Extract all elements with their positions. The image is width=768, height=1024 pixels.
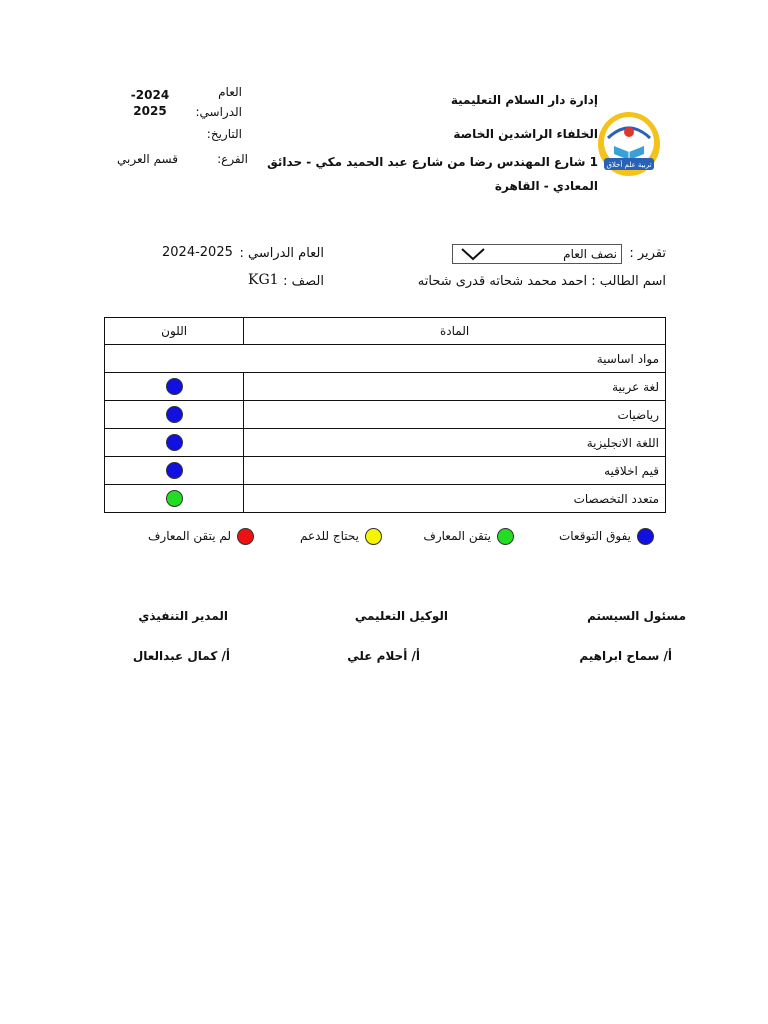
- date-label: التاريخ:: [206, 127, 242, 141]
- logo-text: تربية علم أخلاق: [606, 161, 652, 169]
- rating-cell: [105, 429, 244, 457]
- rating-dot: [166, 378, 183, 395]
- academic-year-value: -2024 2025: [130, 88, 170, 118]
- rating-dot: [166, 490, 183, 507]
- subject-cell: رياضيات: [244, 401, 666, 429]
- legend-item-exceeds: [559, 524, 654, 548]
- report-type-value: نصف العام: [563, 247, 617, 261]
- subject-cell: متعدد التخصصات: [244, 485, 666, 513]
- education-agent-title: الوكيل التعليمي: [354, 609, 448, 623]
- executive-director-name: أ/ كمال عبدالعال: [132, 649, 230, 663]
- rating-cell: [105, 373, 244, 401]
- report-type-select[interactable]: [452, 244, 622, 264]
- legend-dot: [637, 528, 654, 545]
- school-address: 1 شارع المهندس رضا من شارع عبد الحميد مكي - حدائق المعادي - القاهرة: [267, 155, 598, 193]
- report-year-label: العام الدراسي :: [239, 246, 324, 261]
- subject-cell: اللغة الانجليزية: [244, 429, 666, 457]
- legend-dot: [497, 528, 514, 545]
- student-name: اسم الطالب : احمد محمد شحاته قدرى شحاته: [417, 274, 666, 289]
- table-row: [105, 401, 666, 429]
- subject-cell: لغة عربية: [244, 373, 666, 401]
- legend-item-not-mastered: [148, 524, 254, 548]
- report-label: تقرير :: [629, 246, 666, 261]
- legend-dot: [365, 528, 382, 545]
- legend-label: يفوق التوقعات: [558, 529, 631, 543]
- rating-cell: [105, 457, 244, 485]
- table-row: [105, 429, 666, 457]
- rating-dot: [166, 462, 183, 479]
- section-row: [105, 345, 666, 373]
- org-name: إدارة دار السلام التعليمية: [450, 93, 598, 107]
- report-year-value: 2024-2025: [162, 245, 233, 260]
- table-row: [105, 485, 666, 513]
- rating-dot: [166, 406, 183, 423]
- executive-director-title: المدير التنفيذي: [138, 609, 228, 623]
- col-color-header: اللون: [105, 318, 244, 345]
- academic-year-label: العام الدراسي:: [195, 85, 242, 119]
- branch-label: الفرع:: [217, 152, 248, 166]
- table-header-row: [105, 318, 666, 345]
- system-admin-name: أ/ سماح ابراهيم: [579, 649, 672, 663]
- rating-cell: [105, 401, 244, 429]
- col-subject-header: المادة: [244, 318, 666, 345]
- table-row: [105, 457, 666, 485]
- school-logo: [596, 108, 662, 178]
- class-label: الصف :: [283, 274, 324, 289]
- grades-table: [104, 317, 666, 513]
- subject-cell: قيم اخلاقيه: [244, 457, 666, 485]
- class-value: KG1: [248, 272, 279, 288]
- rating-dot: [166, 434, 183, 451]
- education-agent-name: أ/ أحلام علي: [347, 649, 420, 663]
- table-row: [105, 373, 666, 401]
- legend-item-needs-support: [300, 524, 382, 548]
- branch-value: قسم العربي: [117, 152, 178, 166]
- legend-dot: [237, 528, 254, 545]
- school-name: الخلفاء الراشدين الخاصة: [453, 127, 598, 141]
- legend-label: لم يتقن المعارف: [147, 529, 231, 543]
- rating-cell: [105, 485, 244, 513]
- chevron-down-icon: [459, 246, 487, 262]
- system-admin-title: مسئول السيستم: [587, 609, 686, 623]
- legend-item-masters: [423, 524, 514, 548]
- legend-label: يتقن المعارف: [423, 529, 491, 543]
- legend-label: يحتاج للدعم: [300, 529, 359, 543]
- section-title: مواد اساسية: [105, 345, 666, 373]
